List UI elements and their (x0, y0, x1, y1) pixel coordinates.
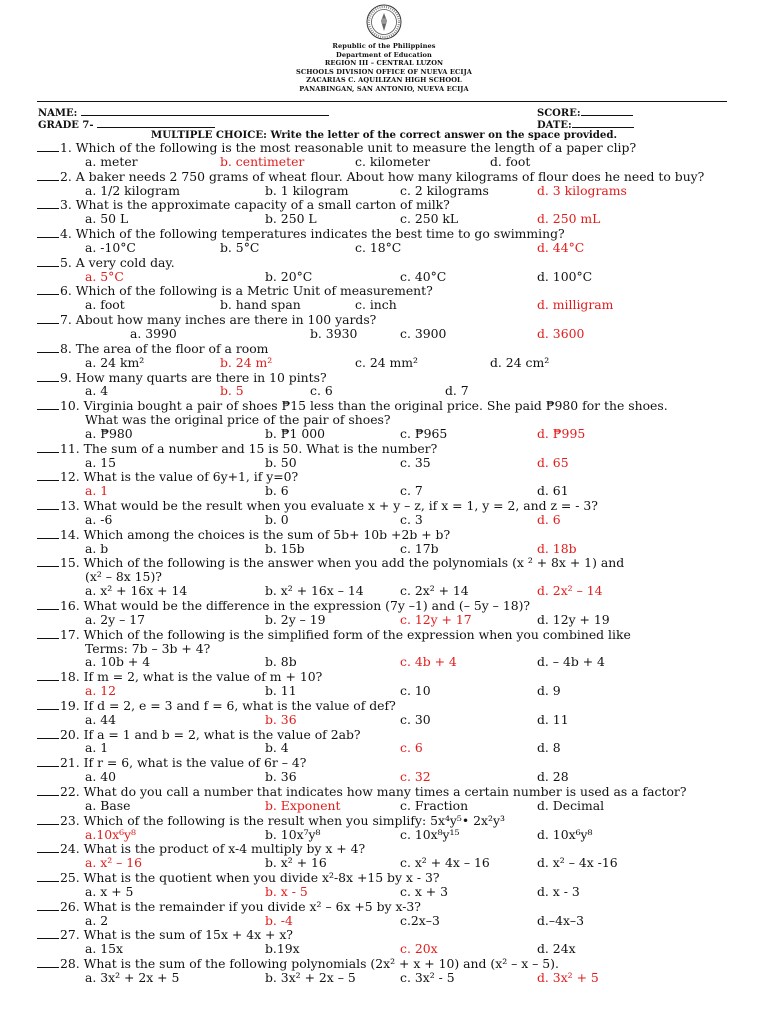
option[interactable]: b. 6 (265, 483, 289, 499)
answer-blank[interactable] (37, 370, 59, 382)
question-text: Which of the following temperatures indicates the best time to go swimming? (75, 226, 565, 242)
question-text: How many quarts are there in 10 pints? (75, 369, 327, 385)
answer-blank[interactable] (37, 527, 59, 539)
option[interactable]: d. 100°C (537, 268, 593, 284)
correct-option[interactable]: b. Exponent (265, 797, 341, 813)
answer-options (37, 456, 737, 470)
question-item (37, 370, 737, 399)
question-number: 1. (60, 140, 76, 155)
correct-option[interactable]: d. 44°C (537, 239, 585, 255)
option[interactable]: b. 4 (265, 740, 289, 756)
option[interactable]: d. 61 (537, 483, 569, 499)
question-number: 17. (60, 626, 84, 642)
option[interactable]: c. 3x² - 5 (400, 969, 455, 985)
correct-option[interactable]: a. x² – 16 (85, 855, 143, 871)
option[interactable]: c. 3900 (400, 325, 447, 341)
answer-options (37, 427, 737, 441)
answer-options (37, 155, 737, 169)
option[interactable]: d. 24 cm² (490, 354, 550, 370)
question-text: Which of the following is the answer when you add the polynomials (x ² + 8x + 1) and (83, 555, 625, 571)
correct-option[interactable]: d. 3x² + 5 (537, 969, 599, 985)
question-number: 13. (60, 498, 84, 514)
option[interactable]: c. Fraction (400, 797, 469, 813)
answer-blank[interactable] (37, 870, 59, 882)
answer-options (37, 799, 737, 813)
option[interactable]: d.–4x–3 (537, 912, 585, 928)
answer-blank[interactable] (37, 498, 59, 510)
option[interactable]: a. x + 5 (85, 883, 134, 899)
answer-blank[interactable] (37, 598, 59, 610)
question-text: About how many inches are there in 100 yards? (75, 312, 377, 328)
question-item (37, 555, 737, 598)
question-text: What is the quotient when you divide x²-8x +15 by x - 3? (83, 870, 440, 886)
option[interactable]: c. 3 (400, 511, 423, 527)
option[interactable]: c. 10 (400, 683, 431, 699)
option[interactable]: c. 7 (400, 483, 423, 499)
answer-options (37, 914, 737, 928)
header-line: Department of Education (336, 50, 432, 59)
header-line: Republic of the Philippines (332, 42, 436, 50)
option[interactable]: a. b (85, 540, 109, 556)
question-number: 26. (60, 898, 84, 914)
option[interactable]: a. 24 km² (85, 354, 145, 370)
option[interactable]: a. 3990 (130, 325, 177, 341)
question-item (37, 627, 737, 670)
question-number: 25. (60, 870, 84, 886)
correct-option[interactable]: a. 1 (85, 483, 109, 499)
correct-option[interactable]: b. 24 m² (220, 354, 273, 370)
question-text: Which among the choices is the sum of 5b+ 10b +2b + b? (83, 526, 451, 542)
header-line: SCHOOLS DIVISION OFFICE OF NUEVA ECIJA (295, 67, 473, 76)
option[interactable]: c. kilometer (355, 153, 431, 169)
answer-blank[interactable] (37, 956, 59, 968)
option[interactable]: b. 3930 (310, 325, 358, 341)
question-text: Virginia bought a pair of shoes ₱15 less than the original price. She paid ₱980 for the shoes. (83, 398, 668, 414)
question-text: Which of the following is the most reasonable unit to measure the length of a paper clip? (75, 140, 637, 155)
question-item (37, 899, 737, 928)
option[interactable]: a. 50 L (85, 211, 129, 227)
question-text: What is the value of 6y+1, if y=0? (83, 469, 299, 485)
question-number: 28. (60, 956, 84, 972)
header-line: REGION III – CENTRAL LUZON (324, 59, 444, 67)
option[interactable]: c. 6 (310, 383, 333, 399)
answer-blank[interactable] (37, 698, 59, 710)
option[interactable]: b. hand span (220, 297, 301, 313)
question-item (37, 255, 737, 284)
answer-blank[interactable] (37, 255, 59, 267)
option[interactable]: b. 50 (265, 454, 297, 470)
question-item (37, 197, 737, 226)
question-text: The area of the floor of a room (75, 340, 269, 356)
option[interactable]: a. 1/2 kilogram (85, 182, 181, 198)
answer-options (37, 513, 737, 527)
answer-options (37, 885, 737, 899)
option[interactable]: a. 2y – 17 (85, 611, 145, 627)
question-number: 10. (60, 398, 84, 414)
question-item (37, 469, 737, 498)
option[interactable]: b. 3x² + 2x – 5 (265, 969, 356, 985)
option[interactable]: c. 35 (400, 454, 431, 470)
question-item (37, 956, 737, 985)
question-text: If m = 2, what is the value of m + 10? (83, 669, 323, 685)
question-number: 6. (60, 283, 76, 299)
correct-option[interactable]: d. 250 mL (537, 211, 601, 227)
option[interactable]: a. 15 (85, 454, 117, 470)
option[interactable]: c. 30 (400, 711, 431, 727)
option[interactable]: c. 40°C (400, 268, 447, 284)
question-text: What is the product of x-4 multiply by x + 4? (83, 841, 366, 857)
answer-blank[interactable] (37, 813, 59, 825)
option[interactable]: b. 10x⁷y⁸ (265, 826, 321, 842)
correct-option[interactable]: a.10x⁶y⁸ (85, 826, 137, 842)
question-text: Which of the following is the result when you simplify: 5x⁴y⁵• 2x²y³ (83, 812, 505, 828)
option[interactable]: b. 11 (265, 683, 297, 699)
answer-options (37, 298, 737, 312)
answer-blank[interactable] (37, 899, 59, 911)
correct-option[interactable]: a. 12 (85, 683, 117, 699)
option[interactable]: a. 3x² + 2x + 5 (85, 969, 180, 985)
answer-options (37, 856, 737, 870)
answer-blank[interactable] (37, 169, 59, 181)
option[interactable]: a. foot (85, 297, 125, 313)
option[interactable]: b. x² + 16x – 14 (265, 583, 364, 599)
option[interactable]: b. x² + 16 (265, 855, 327, 871)
header-line: PANABINGAN, SAN ANTONIO, NUEVA ECIJA (299, 84, 469, 93)
answer-options (37, 356, 737, 370)
question-item (37, 441, 737, 470)
option[interactable]: c. ₱965 (400, 425, 448, 441)
grade-label: GRADE 7- (38, 120, 94, 131)
option[interactable]: d. 28 (537, 769, 569, 785)
option[interactable]: b. 1 kilogram (265, 182, 349, 198)
answer-options (37, 584, 737, 598)
answer-blank[interactable] (37, 927, 59, 939)
question-item (37, 784, 737, 813)
question-text: A baker needs 2 750 grams of wheat flour. About how many kilograms of flour does he need to buy? (75, 168, 705, 184)
correct-option[interactable]: d. 18b (537, 540, 577, 556)
answer-blank[interactable] (37, 727, 59, 739)
answer-options (37, 713, 737, 727)
correct-option[interactable]: b. centimeter (220, 153, 305, 169)
answer-options (37, 942, 737, 956)
option[interactable]: b.19x (265, 941, 300, 957)
answer-blank[interactable] (37, 469, 59, 481)
question-item (37, 398, 737, 441)
question-item (37, 813, 737, 842)
instructions: MULTIPLE CHOICE: Write the letter of the correct answer on the space provided. (150, 129, 618, 141)
option[interactable]: d. 10x⁶y⁸ (537, 826, 593, 842)
answer-options (37, 828, 737, 842)
option[interactable]: b. 36 (265, 769, 297, 785)
question-number: 7. (60, 312, 76, 328)
option[interactable]: d. – 4b + 4 (537, 654, 605, 670)
question-item (37, 669, 737, 698)
question-item (37, 755, 737, 784)
question-text: What would be the result when you evaluate x + y – z, if x = 1, y = 2, and z = - 3? (83, 498, 598, 514)
option[interactable]: c. 2x² + 14 (400, 583, 469, 599)
question-item (37, 527, 737, 556)
option[interactable]: a. ₱980 (85, 425, 133, 441)
option[interactable]: a. 44 (85, 711, 117, 727)
answer-blank[interactable] (37, 398, 59, 410)
answer-options (37, 484, 737, 498)
question-item (37, 341, 737, 370)
question-item (37, 283, 737, 312)
option[interactable]: b. 8b (265, 654, 297, 670)
question-item (37, 169, 737, 198)
option[interactable]: b. 0 (265, 511, 289, 527)
correct-option[interactable]: d. milligram (537, 297, 614, 313)
question-number: 2. (60, 168, 76, 184)
answer-blank[interactable] (37, 197, 59, 209)
question-item (37, 226, 737, 255)
question-number: 9. (60, 369, 76, 385)
option[interactable]: c. inch (355, 297, 397, 313)
correct-option[interactable]: c. 32 (400, 769, 431, 785)
question-text: If d = 2, e = 3 and f = 6, what is the value of def? (83, 697, 396, 713)
option[interactable]: d. x² – 4x -16 (537, 855, 618, 871)
option[interactable]: a. 15x (85, 941, 124, 957)
date-label: DATE: (537, 120, 572, 131)
question-text: The sum of a number and 15 is 50. What is the number? (83, 440, 438, 456)
answer-options (37, 684, 737, 698)
name-label: NAME: (38, 108, 78, 119)
answer-blank[interactable] (37, 441, 59, 453)
question-item (37, 598, 737, 627)
option[interactable]: b. 5°C (220, 239, 260, 255)
answer-options (37, 241, 737, 255)
answer-options (37, 270, 737, 284)
option[interactable]: c. 10x⁸y¹⁵ (400, 826, 460, 842)
question-text: If a = 1 and b = 2, what is the value of 2ab? (83, 726, 361, 742)
correct-option[interactable]: d. 3 kilograms (537, 182, 627, 198)
correct-option[interactable]: a. 5°C (85, 268, 124, 284)
score-label: SCORE: (537, 108, 581, 119)
answer-blank[interactable] (37, 341, 59, 353)
answer-blank[interactable] (37, 140, 59, 152)
option[interactable]: a. meter (85, 153, 138, 169)
correct-option[interactable]: d. 6 (537, 511, 561, 527)
question-text: (x² – 8x 15)? (85, 569, 162, 585)
question-number: 22. (60, 783, 84, 799)
question-text: What would be the difference in the expression (7y –1) and (– 5y – 18)? (83, 598, 531, 613)
answer-options (37, 384, 737, 398)
answer-options (37, 327, 737, 341)
answer-blank[interactable] (37, 669, 59, 681)
option[interactable]: c. 250 kL (400, 211, 459, 227)
option[interactable]: d. 8 (537, 740, 561, 756)
correct-option[interactable]: c. 4b + 4 (400, 654, 457, 670)
question-text: What is the remainder if you divide x² – 6x +5 by x-3? (83, 898, 421, 914)
header-divider (37, 101, 727, 102)
correct-option[interactable]: d. 2x² – 14 (537, 583, 603, 599)
answer-options (37, 770, 737, 784)
option[interactable]: b. 15b (265, 540, 305, 556)
correct-option[interactable]: c. 12y + 17 (400, 611, 472, 627)
question-number: 15. (60, 555, 84, 571)
answer-blank[interactable] (37, 755, 59, 767)
option[interactable]: a. 40 (85, 769, 117, 785)
question-item (37, 727, 737, 756)
option[interactable]: b. 20°C (265, 268, 313, 284)
question-item (37, 927, 737, 956)
question-text: What is the sum of the following polynomials (2x² + x + 10) and (x² – x – 5). (83, 956, 559, 972)
option[interactable]: a. Base (85, 797, 131, 813)
correct-option[interactable]: b. 36 (265, 711, 297, 727)
option[interactable]: c. 2 kilograms (400, 182, 489, 198)
answer-options (37, 542, 737, 556)
question-item (37, 140, 737, 169)
header-line: ZACARIAS C. AQUILIZAN HIGH SCHOOL (306, 76, 462, 84)
correct-option[interactable]: c. 6 (400, 740, 423, 756)
question-number: 19. (60, 697, 84, 713)
question-text: Terms: 7b – 3b + 4? (85, 640, 211, 656)
question-text: A very cold day. (75, 254, 175, 270)
question-number: 16. (60, 598, 84, 613)
answer-options (37, 613, 737, 627)
option[interactable]: c. x + 3 (400, 883, 448, 899)
question-number: 3. (60, 197, 76, 213)
option[interactable]: a. 2 (85, 912, 109, 928)
answer-options (37, 741, 737, 755)
question-item (37, 498, 737, 527)
option[interactable]: d. 24x (537, 941, 576, 957)
answer-blank[interactable] (37, 312, 59, 324)
answer-blank[interactable] (37, 283, 59, 295)
answer-blank[interactable] (37, 226, 59, 238)
question-item (37, 841, 737, 870)
option[interactable]: a. 1 (85, 740, 109, 756)
question-number: 21. (60, 755, 84, 771)
question-number: 11. (60, 440, 84, 456)
question-number: 12. (60, 469, 84, 485)
option[interactable]: c. 18°C (355, 239, 402, 255)
option[interactable]: a. x² + 16x + 14 (85, 583, 188, 599)
question-number: 24. (60, 841, 84, 857)
option[interactable]: c.2x–3 (400, 912, 440, 928)
question-text: Which of the following is the simplified form of the expression when you combined like (83, 626, 631, 642)
answer-blank[interactable] (37, 627, 59, 639)
option[interactable]: c. x² + 4x – 16 (400, 855, 490, 871)
question-item (37, 312, 737, 341)
answer-options (37, 184, 737, 198)
option[interactable]: a. 10b + 4 (85, 654, 151, 670)
correct-option[interactable]: d. ₱995 (537, 425, 586, 441)
question-number: 18. (60, 669, 84, 685)
correct-option[interactable]: d. 3600 (537, 325, 585, 341)
option[interactable]: c. 24 mm² (355, 354, 418, 370)
question-text: What do you call a number that indicates how many times a certain number is used as a factor? (83, 783, 687, 799)
question-text: Which of the following is a Metric Unit of measurement? (75, 283, 433, 299)
question-number: 27. (60, 927, 84, 943)
answer-blank[interactable] (37, 555, 59, 567)
correct-option[interactable]: b. -4 (265, 912, 293, 928)
option[interactable]: b. 250 L (265, 211, 317, 227)
question-number: 5. (60, 254, 76, 270)
question-item (37, 870, 737, 899)
option[interactable]: d. 7 (445, 383, 469, 399)
question-text: If r = 6, what is the value of 6r – 4? (83, 755, 307, 771)
option[interactable]: d. foot (490, 153, 531, 169)
option[interactable]: b. 2y – 19 (265, 611, 326, 627)
option[interactable]: a. 4 (85, 383, 109, 399)
question-number: 4. (60, 226, 76, 242)
correct-option[interactable]: d. 65 (537, 454, 569, 470)
correct-option[interactable]: c. 20x (400, 941, 438, 957)
question-number: 20. (60, 726, 84, 742)
deped-seal-icon (366, 4, 402, 40)
answer-blank[interactable] (37, 784, 59, 796)
question-number: 23. (60, 812, 84, 828)
option[interactable]: d. 12y + 19 (537, 611, 610, 627)
question-text: What is the approximate capacity of a small carton of milk? (75, 197, 450, 213)
answer-options (37, 971, 737, 985)
question-number: 14. (60, 526, 84, 542)
answer-blank[interactable] (37, 841, 59, 853)
option[interactable]: a. -6 (85, 511, 113, 527)
question-item (37, 698, 737, 727)
option[interactable]: d. 11 (537, 711, 569, 727)
answer-options (37, 212, 737, 226)
option[interactable]: c. 17b (400, 540, 439, 556)
question-text: What is the sum of 15x + 4x + x? (83, 927, 293, 943)
option[interactable]: b. ₱1 000 (265, 425, 326, 441)
option[interactable]: d. 9 (537, 683, 561, 699)
option[interactable]: d. x - 3 (537, 883, 580, 899)
question-text: What was the original price of the pair of shoes? (85, 412, 391, 428)
question-list (37, 140, 737, 985)
correct-option[interactable]: b. x - 5 (265, 883, 308, 899)
option[interactable]: a. -10°C (85, 239, 136, 255)
option[interactable]: d. Decimal (537, 797, 605, 813)
correct-option[interactable]: b. 5 (220, 383, 244, 399)
question-number: 8. (60, 340, 76, 356)
answer-options (37, 655, 737, 669)
